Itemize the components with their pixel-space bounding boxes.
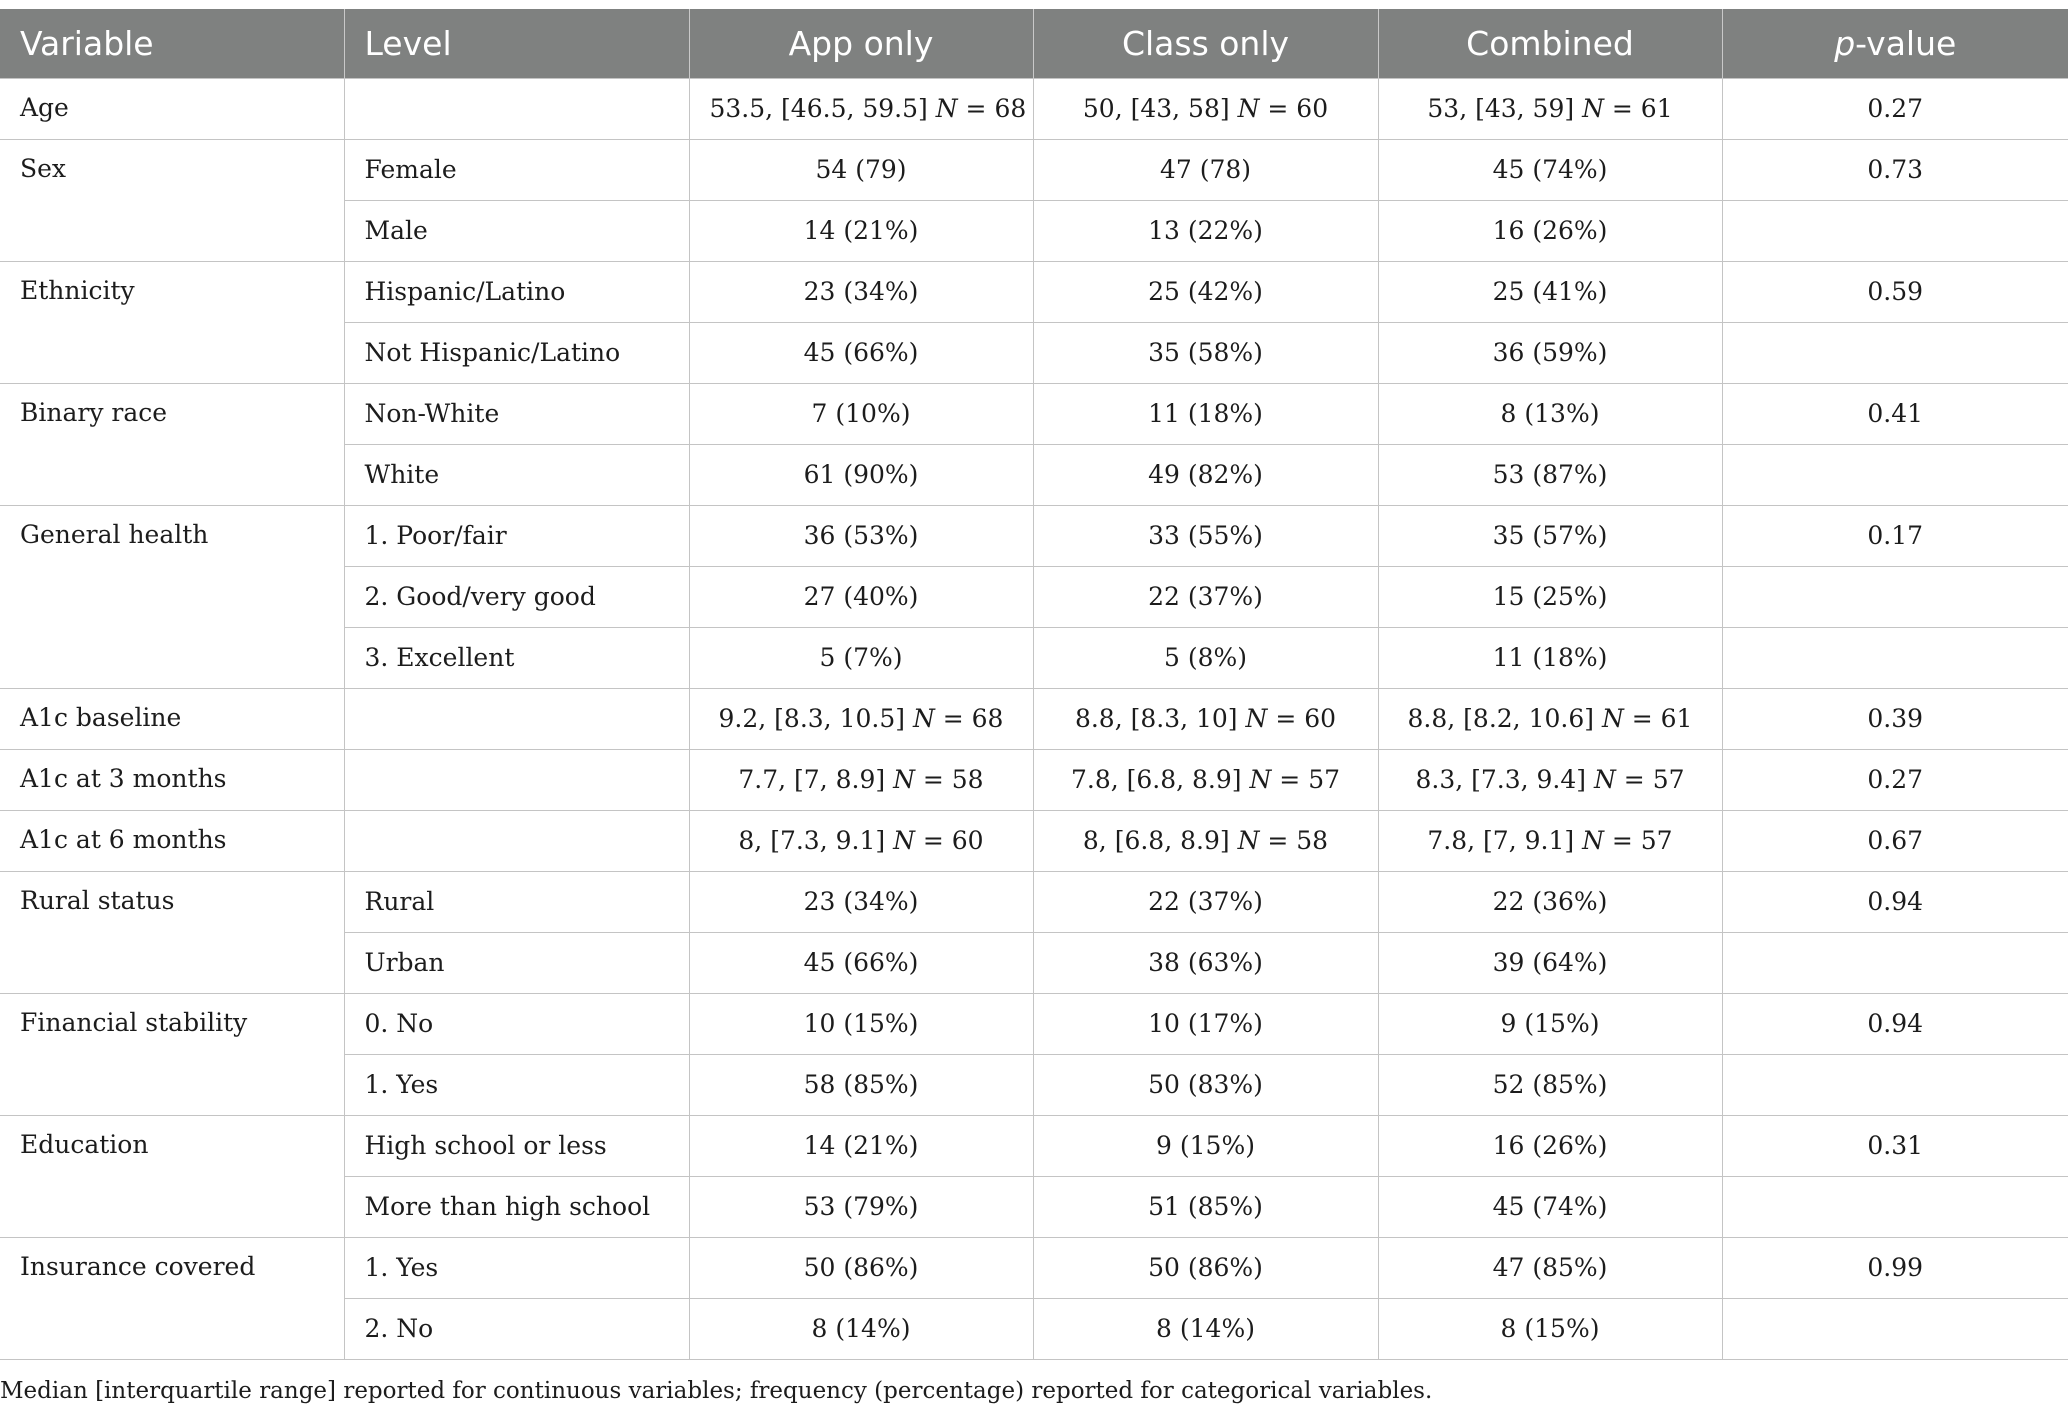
combined-cell <box>1378 505 1722 566</box>
app-only-cell-value: 45 (66%) <box>803 948 919 977</box>
p-value-cell: 0.59 <box>1722 261 2068 322</box>
combined-cell-n-equals: = <box>1615 765 1653 794</box>
app-only-cell-value: 10 (15%) <box>803 1009 919 1038</box>
combined-cell-value: 39 (64%) <box>1492 948 1608 977</box>
table-row <box>0 993 2068 1054</box>
combined-cell <box>1378 749 1722 810</box>
p-value-cell <box>1722 566 2068 627</box>
class-only-cell-value: 7.8, [6.8, 8.9] <box>1070 765 1250 794</box>
class-only-cell-value: 49 (82%) <box>1148 460 1263 489</box>
class-only-cell <box>1033 688 1378 749</box>
class-only-cell-n-label: N <box>1245 704 1268 733</box>
class-only-cell-value: 38 (63%) <box>1148 948 1263 977</box>
class-only-cell-n-equals: = <box>1259 94 1297 123</box>
class-only-cell-value: 11 (18%) <box>1148 399 1263 428</box>
app-only-cell <box>689 688 1033 749</box>
table-row <box>0 871 2068 932</box>
combined-cell-value: 53, [43, 59] <box>1427 94 1583 123</box>
combined-cell <box>1378 871 1722 932</box>
class-only-cell <box>1033 505 1378 566</box>
table-row <box>0 1237 2068 1298</box>
variable-cell: Sex <box>0 139 344 261</box>
variable-cell: A1c baseline <box>0 688 344 749</box>
combined-cell <box>1378 200 1722 261</box>
class-only-cell-n-label: N <box>1237 94 1260 123</box>
level-cell <box>344 810 689 871</box>
combined-cell <box>1378 1237 1722 1298</box>
app-only-cell <box>689 1298 1033 1359</box>
combined-cell-value: 7.8, [7, 9.1] <box>1427 826 1583 855</box>
class-only-cell <box>1033 444 1378 505</box>
class-only-cell-value: 47 (78) <box>1159 155 1252 184</box>
combined-cell-value: 45 (74%) <box>1492 155 1608 184</box>
app-only-cell <box>689 1237 1033 1298</box>
table-row <box>0 139 2068 200</box>
app-only-cell-value: 23 (34%) <box>803 887 919 916</box>
p-value-cell <box>1722 932 2068 993</box>
class-only-cell-value: 50 (83%) <box>1148 1070 1263 1099</box>
combined-cell-n-label: N <box>1593 765 1616 794</box>
combined-cell-n-label: N <box>1582 94 1604 123</box>
combined-cell-n-value: 57 <box>1640 826 1673 855</box>
app-only-cell-value: 36 (53%) <box>803 521 919 550</box>
app-only-cell <box>689 261 1033 322</box>
class-only-cell <box>1033 1237 1378 1298</box>
combined-cell <box>1378 1115 1722 1176</box>
combined-cell-n-equals: = <box>1603 94 1641 123</box>
combined-cell <box>1378 444 1722 505</box>
combined-cell-n-value: 61 <box>1660 704 1693 733</box>
app-only-cell-n-label: N <box>935 94 958 123</box>
class-only-cell-value: 13 (22%) <box>1148 216 1263 245</box>
class-only-cell <box>1033 932 1378 993</box>
app-only-cell-value: 58 (85%) <box>803 1070 919 1099</box>
header-variable: Variable <box>0 9 344 78</box>
header-level: Level <box>344 9 689 78</box>
level-cell: 1. Poor/fair <box>344 505 689 566</box>
app-only-cell <box>689 383 1033 444</box>
combined-cell-value: 9 (15%) <box>1500 1009 1600 1038</box>
table-footnote: Median [interquartile range] reported for continuous variables; frequency (percentage) reported for categorical variables. <box>0 1378 1433 1404</box>
combined-cell <box>1378 139 1722 200</box>
app-only-cell <box>689 200 1033 261</box>
app-only-cell-value: 23 (34%) <box>803 277 919 306</box>
level-cell: White <box>344 444 689 505</box>
app-only-cell-value: 7 (10%) <box>811 399 911 428</box>
app-only-cell-n-label: N <box>912 704 935 733</box>
table-row <box>0 810 2068 871</box>
app-only-cell-value: 8, [7.3, 9.1] <box>738 826 894 855</box>
class-only-cell-value: 51 (85%) <box>1148 1192 1263 1221</box>
combined-cell <box>1378 566 1722 627</box>
combined-cell <box>1378 1176 1722 1237</box>
combined-cell <box>1378 78 1722 139</box>
class-only-cell-value: 8 (14%) <box>1156 1314 1255 1343</box>
app-only-cell-n-equals: = <box>914 826 952 855</box>
p-value-cell: 0.27 <box>1722 749 2068 810</box>
app-only-cell <box>689 1176 1033 1237</box>
level-cell: 2. Good/very good <box>344 566 689 627</box>
class-only-cell <box>1033 871 1378 932</box>
header-p-letter: p <box>1834 23 1856 63</box>
p-value-cell: 0.67 <box>1722 810 2068 871</box>
header-row <box>0 9 2068 78</box>
combined-cell-n-label: N <box>1601 704 1624 733</box>
combined-cell-value: 8 (15%) <box>1500 1314 1600 1343</box>
header-class-only: Class only <box>1033 9 1378 78</box>
variable-cell: General health <box>0 505 344 688</box>
combined-cell <box>1378 688 1722 749</box>
level-cell: More than high school <box>344 1176 689 1237</box>
p-value-cell: 0.99 <box>1722 1237 2068 1298</box>
combined-cell <box>1378 322 1722 383</box>
app-only-cell-value: 5 (7%) <box>819 643 903 672</box>
variable-cell: Insurance covered <box>0 1237 344 1359</box>
app-only-cell-value: 45 (66%) <box>803 338 919 367</box>
app-only-cell-value: 27 (40%) <box>803 582 919 611</box>
class-only-cell-n-equals: = <box>1267 704 1305 733</box>
class-only-cell-n-equals: = <box>1271 765 1309 794</box>
combined-cell-value: 11 (18%) <box>1492 643 1608 672</box>
level-cell: Female <box>344 139 689 200</box>
variable-cell: Education <box>0 1115 344 1237</box>
variable-cell: Ethnicity <box>0 261 344 383</box>
class-only-cell-value: 25 (42%) <box>1148 277 1263 306</box>
combined-cell-value: 15 (25%) <box>1492 582 1608 611</box>
level-cell: 0. No <box>344 993 689 1054</box>
p-value-cell <box>1722 1054 2068 1115</box>
app-only-cell-value: 50 (86%) <box>803 1253 919 1282</box>
level-cell: 2. No <box>344 1298 689 1359</box>
p-value-cell <box>1722 1298 2068 1359</box>
p-value-cell: 0.17 <box>1722 505 2068 566</box>
table-body <box>0 78 2068 1359</box>
combined-cell-value: 36 (59%) <box>1492 338 1608 367</box>
data-table <box>0 9 2068 1360</box>
p-value-cell: 0.39 <box>1722 688 2068 749</box>
combined-cell-value: 16 (26%) <box>1492 216 1608 245</box>
app-only-cell-n-value: 68 <box>994 94 1027 123</box>
p-value-cell: 0.94 <box>1722 993 2068 1054</box>
app-only-cell-n-value: 58 <box>951 765 984 794</box>
class-only-cell-value: 22 (37%) <box>1148 582 1263 611</box>
app-only-cell-value: 7.7, [7, 8.9] <box>738 765 894 794</box>
variable-cell: A1c at 3 months <box>0 749 344 810</box>
level-cell: 1. Yes <box>344 1054 689 1115</box>
class-only-cell-n-value: 60 <box>1296 94 1329 123</box>
class-only-cell <box>1033 200 1378 261</box>
level-cell: Not Hispanic/Latino <box>344 322 689 383</box>
level-cell <box>344 688 689 749</box>
class-only-cell-value: 8.8, [8.3, 10] <box>1074 704 1246 733</box>
app-only-cell-n-value: 60 <box>951 826 984 855</box>
table-row <box>0 505 2068 566</box>
class-only-cell <box>1033 261 1378 322</box>
class-only-cell <box>1033 993 1378 1054</box>
app-only-cell <box>689 139 1033 200</box>
p-value-cell <box>1722 1176 2068 1237</box>
app-only-cell <box>689 932 1033 993</box>
class-only-cell-n-value: 58 <box>1296 826 1329 855</box>
level-cell: 3. Excellent <box>344 627 689 688</box>
level-cell <box>344 749 689 810</box>
combined-cell-value: 53 (87%) <box>1492 460 1608 489</box>
p-value-cell: 0.94 <box>1722 871 2068 932</box>
class-only-cell <box>1033 78 1378 139</box>
class-only-cell-value: 9 (15%) <box>1156 1131 1255 1160</box>
app-only-cell-n-label: N <box>893 826 915 855</box>
app-only-cell-n-value: 68 <box>971 704 1004 733</box>
combined-cell-value: 47 (85%) <box>1492 1253 1608 1282</box>
app-only-cell <box>689 505 1033 566</box>
combined-cell-value: 8.3, [7.3, 9.4] <box>1415 765 1594 794</box>
combined-cell-value: 52 (85%) <box>1492 1070 1608 1099</box>
combined-cell-n-equals: = <box>1623 704 1661 733</box>
app-only-cell <box>689 444 1033 505</box>
app-only-cell-n-equals: = <box>934 704 972 733</box>
combined-cell <box>1378 627 1722 688</box>
variable-cell: Rural status <box>0 871 344 993</box>
class-only-cell <box>1033 322 1378 383</box>
class-only-cell-n-label: N <box>1249 765 1272 794</box>
combined-cell <box>1378 810 1722 871</box>
class-only-cell <box>1033 810 1378 871</box>
level-cell: High school or less <box>344 1115 689 1176</box>
p-value-cell <box>1722 200 2068 261</box>
combined-cell-value: 8 (13%) <box>1500 399 1600 428</box>
combined-cell-value: 35 (57%) <box>1492 521 1608 550</box>
class-only-cell-value: 35 (58%) <box>1148 338 1263 367</box>
app-only-cell-n-equals: = <box>957 94 995 123</box>
app-only-cell <box>689 1054 1033 1115</box>
p-value-cell <box>1722 322 2068 383</box>
p-value-cell <box>1722 627 2068 688</box>
combined-cell-n-value: 57 <box>1652 765 1685 794</box>
p-value-cell: 0.27 <box>1722 78 2068 139</box>
class-only-cell-value: 5 (8%) <box>1163 643 1248 672</box>
header-combined: Combined <box>1378 9 1722 78</box>
variable-cell: Financial stability <box>0 993 344 1115</box>
app-only-cell-value: 61 (90%) <box>803 460 919 489</box>
class-only-cell-value: 50, [43, 58] <box>1082 94 1238 123</box>
class-only-cell <box>1033 139 1378 200</box>
combined-cell <box>1378 261 1722 322</box>
level-cell: Hispanic/Latino <box>344 261 689 322</box>
class-only-cell <box>1033 1054 1378 1115</box>
variable-cell: Binary race <box>0 383 344 505</box>
level-cell <box>344 78 689 139</box>
app-only-cell <box>689 871 1033 932</box>
level-cell: Rural <box>344 871 689 932</box>
class-only-cell-n-label: N <box>1237 826 1260 855</box>
class-only-cell-n-value: 57 <box>1308 765 1341 794</box>
combined-cell-value: 45 (74%) <box>1492 1192 1608 1221</box>
class-only-cell <box>1033 749 1378 810</box>
app-only-cell <box>689 322 1033 383</box>
combined-cell <box>1378 383 1722 444</box>
app-only-cell-n-equals: = <box>914 765 952 794</box>
app-only-cell-value: 54 (79) <box>815 155 907 184</box>
app-only-cell <box>689 749 1033 810</box>
class-only-cell-value: 33 (55%) <box>1148 521 1263 550</box>
class-only-cell-value: 10 (17%) <box>1148 1009 1263 1038</box>
table-row <box>0 261 2068 322</box>
combined-cell-n-equals: = <box>1603 826 1641 855</box>
app-only-cell <box>689 1115 1033 1176</box>
level-cell: Non-White <box>344 383 689 444</box>
combined-cell-value: 16 (26%) <box>1492 1131 1608 1160</box>
header-p-value <box>1722 9 2068 78</box>
class-only-cell-value: 8, [6.8, 8.9] <box>1082 826 1238 855</box>
table-container <box>0 9 2068 1360</box>
combined-cell-value: 22 (36%) <box>1492 887 1608 916</box>
level-cell: Male <box>344 200 689 261</box>
combined-cell-value: 8.8, [8.2, 10.6] <box>1407 704 1602 733</box>
app-only-cell-value: 53.5, [46.5, 59.5] <box>709 94 936 123</box>
app-only-cell-value: 8 (14%) <box>811 1314 911 1343</box>
class-only-cell-n-equals: = <box>1259 826 1297 855</box>
app-only-cell <box>689 627 1033 688</box>
app-only-cell-value: 9.2, [8.3, 10.5] <box>718 704 913 733</box>
app-only-cell-value: 14 (21%) <box>803 216 919 245</box>
table-row <box>0 1115 2068 1176</box>
combined-cell-n-label: N <box>1582 826 1604 855</box>
table-row <box>0 383 2068 444</box>
class-only-cell <box>1033 566 1378 627</box>
combined-cell <box>1378 1054 1722 1115</box>
class-only-cell <box>1033 1115 1378 1176</box>
combined-cell-value: 25 (41%) <box>1492 277 1608 306</box>
table-row <box>0 749 2068 810</box>
p-value-cell: 0.73 <box>1722 139 2068 200</box>
class-only-cell-value: 22 (37%) <box>1148 887 1263 916</box>
variable-cell: A1c at 6 months <box>0 810 344 871</box>
class-only-cell <box>1033 1298 1378 1359</box>
class-only-cell <box>1033 627 1378 688</box>
app-only-cell-value: 14 (21%) <box>803 1131 919 1160</box>
level-cell: 1. Yes <box>344 1237 689 1298</box>
table-row <box>0 78 2068 139</box>
app-only-cell <box>689 810 1033 871</box>
p-value-cell <box>1722 444 2068 505</box>
header-p-suffix: -value <box>1855 23 1957 63</box>
app-only-cell <box>689 78 1033 139</box>
app-only-cell-value: 53 (79%) <box>803 1192 919 1221</box>
app-only-cell <box>689 993 1033 1054</box>
p-value-cell: 0.41 <box>1722 383 2068 444</box>
level-cell: Urban <box>344 932 689 993</box>
combined-cell-n-value: 61 <box>1640 94 1673 123</box>
variable-cell: Age <box>0 78 344 139</box>
combined-cell <box>1378 1298 1722 1359</box>
app-only-cell <box>689 566 1033 627</box>
header-app-only: App only <box>689 9 1033 78</box>
class-only-cell-n-value: 60 <box>1304 704 1337 733</box>
class-only-cell-value: 50 (86%) <box>1148 1253 1263 1282</box>
combined-cell <box>1378 932 1722 993</box>
table-row <box>0 688 2068 749</box>
class-only-cell <box>1033 383 1378 444</box>
combined-cell <box>1378 993 1722 1054</box>
class-only-cell <box>1033 1176 1378 1237</box>
app-only-cell-n-label: N <box>893 765 915 794</box>
p-value-cell: 0.31 <box>1722 1115 2068 1176</box>
